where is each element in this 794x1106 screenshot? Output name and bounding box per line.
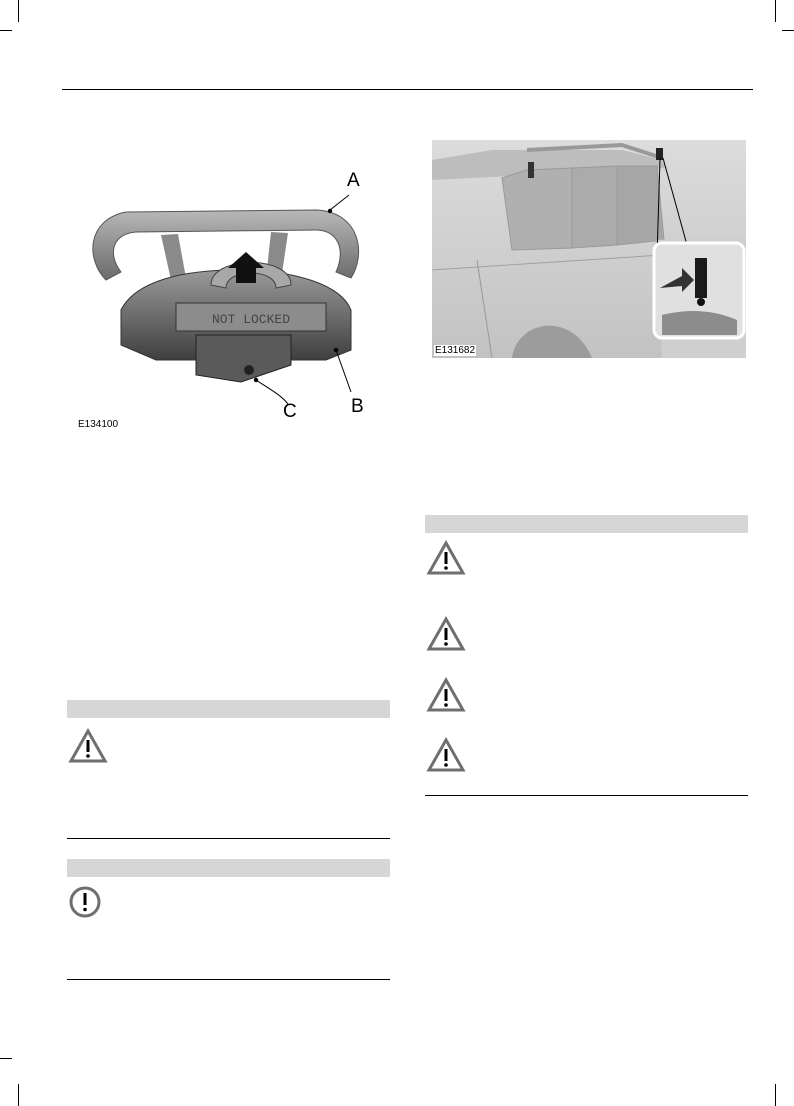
- crop-mark-top-right: [775, 0, 776, 22]
- not-locked-label: NOT LOCKED: [211, 312, 291, 327]
- header-rule: [62, 89, 753, 90]
- crop-mark-top-left: [18, 0, 19, 22]
- warning-triangle-icon: [68, 728, 108, 764]
- pickup-figure: [432, 140, 746, 358]
- exclamation-circle-icon: [68, 885, 102, 919]
- pickup-illustration: [432, 140, 746, 358]
- crop-mark-bottom-right: [775, 1084, 776, 1106]
- figure-code-tie-down: E134100: [78, 419, 119, 430]
- crop-mark-top-right-h: [782, 30, 794, 31]
- callout-a: A: [347, 170, 360, 191]
- section-bar-right: [425, 515, 748, 533]
- tie-down-illustration: [66, 160, 396, 440]
- crop-mark-top-left-h: [0, 30, 12, 31]
- crop-mark-bottom-left-h: [0, 1058, 12, 1059]
- warning-triangle-icon: [426, 540, 466, 576]
- section-bar-left-caution: [67, 859, 390, 877]
- callout-b: B: [351, 396, 364, 417]
- tie-down-figure: [66, 160, 396, 440]
- section-end-rule-right: [425, 795, 748, 796]
- callout-c: C: [283, 401, 297, 422]
- section-bar-left-warning: [67, 700, 390, 718]
- warning-triangle-icon: [426, 616, 466, 652]
- section-end-rule-left-caution: [67, 979, 390, 980]
- warning-triangle-icon: [426, 737, 466, 773]
- warning-triangle-icon: [426, 677, 466, 713]
- crop-mark-bottom-left: [18, 1084, 19, 1106]
- section-end-rule-left-warning: [67, 838, 390, 839]
- figure-code-pickup: E131682: [435, 345, 476, 356]
